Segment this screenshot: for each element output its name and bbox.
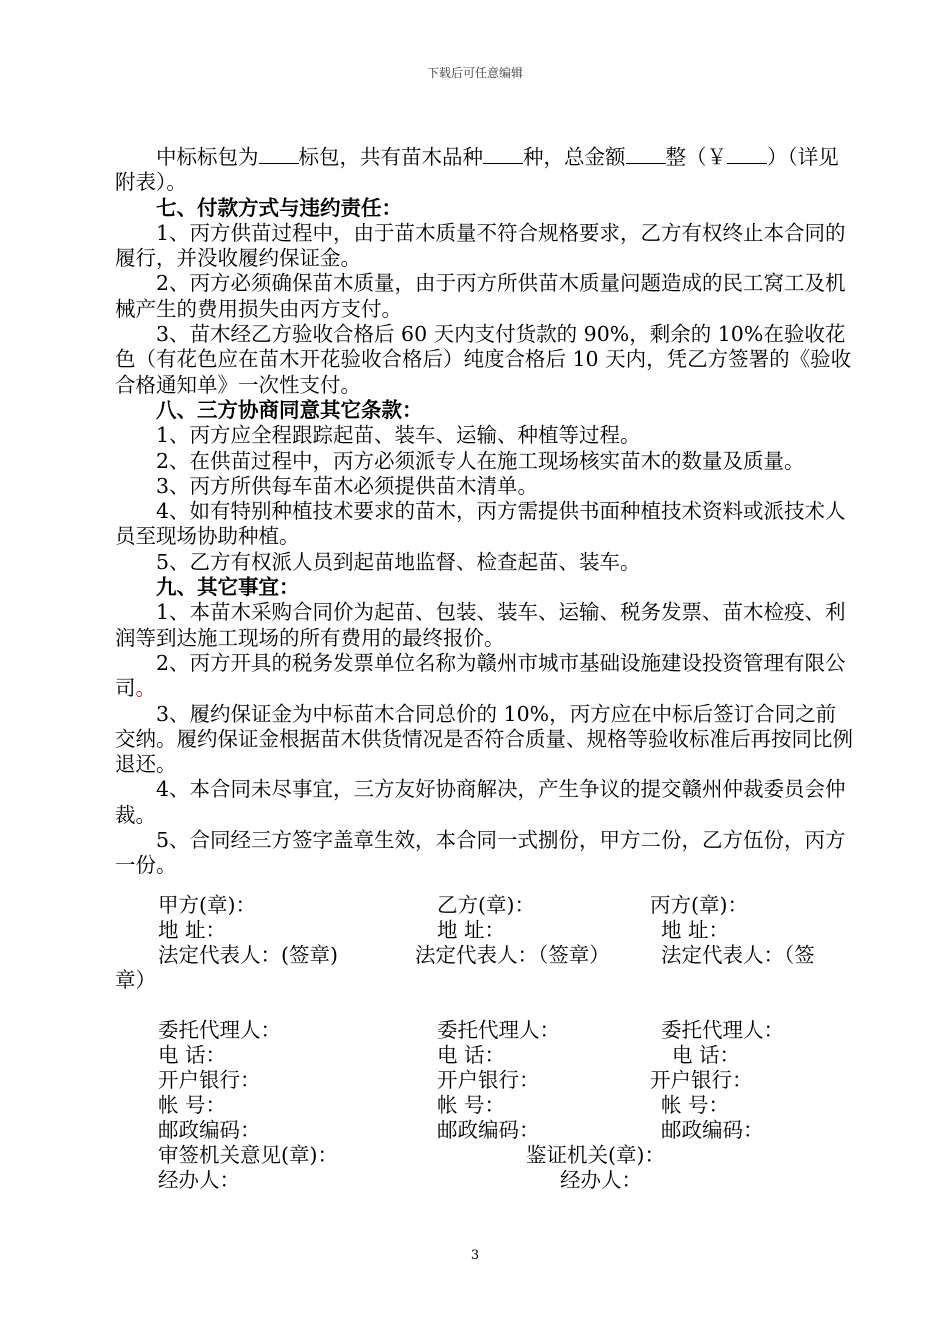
intro-text-2: 标包，共有苗木品种 bbox=[298, 145, 483, 169]
party-c-postcode: 邮政编码： bbox=[661, 1118, 764, 1142]
party-c-account: 帐 号： bbox=[661, 1093, 730, 1117]
party-c-phone: 电 话： bbox=[672, 1043, 741, 1067]
party-b-seal: 乙方(章)： bbox=[437, 893, 535, 917]
intro-text-1: 中标标包为 bbox=[156, 145, 259, 169]
blank-field[interactable] bbox=[626, 145, 666, 164]
clause-text: 2、丙方开具的税务发票单位名称为赣州市城市基础设施建设投资管理有限公司 bbox=[115, 650, 846, 701]
clause: 3、苗木经乙方验收合格后 60 天内支付货款的 90%，剩余的 10%在验收花色（有花色应在苗木开花验收合格后）纯度合格后 10 天内，凭乙方签署的《验收合格通知单》一次性支付。 bbox=[115, 322, 852, 397]
party-c-agent: 委托代理人： bbox=[661, 1018, 784, 1042]
party-a-account: 帐 号： bbox=[158, 1093, 227, 1117]
party-b-representative: 法定代表人：（签章） bbox=[415, 943, 610, 967]
party-c-representative: 法定代表人：（签 bbox=[661, 943, 815, 967]
party-a-address: 地 址： bbox=[158, 918, 227, 942]
party-a-bank: 开户银行： bbox=[158, 1068, 261, 1092]
clause: 1、丙方应全程跟踪起苗、装车、运输、种植等过程。 bbox=[156, 423, 641, 448]
review-authority: 审签机关意见(章)： bbox=[158, 1143, 338, 1167]
party-b-phone: 电 话： bbox=[437, 1043, 506, 1067]
page-number: 3 bbox=[470, 1248, 480, 1263]
review-handler: 经办人： bbox=[158, 1168, 240, 1192]
clause: 5、合同经三方签字盖章生效，本合同一式捌份，甲方二份，乙方伍份，丙方一份。 bbox=[115, 828, 846, 878]
clause: 4、如有特别种植技术要求的苗木，丙方需提供书面种植技术资料或派技术人员至现场协助种植。 bbox=[115, 499, 846, 549]
party-a-phone: 电 话： bbox=[158, 1043, 227, 1067]
clause: 1、本苗木采购合同价为起苗、包装、装车、运输、税务发票、苗木检疫、利润等到达施工现场的所有费用的最终报价。 bbox=[115, 600, 846, 650]
contract-body bbox=[115, 145, 855, 879]
bid-package-paragraph bbox=[115, 145, 855, 196]
section-heading: 九、其它事宜： bbox=[156, 575, 300, 600]
party-a-agent: 委托代理人： bbox=[158, 1018, 281, 1042]
intro-text-5: ）（详见附表）。 bbox=[115, 145, 839, 195]
red-period-mark: 。 bbox=[135, 676, 156, 701]
party-c-seal: 丙方(章)： bbox=[650, 893, 748, 917]
party-a-postcode: 邮政编码： bbox=[158, 1118, 261, 1142]
party-b-address: 地 址： bbox=[437, 918, 506, 942]
intro-text-3: 种，总金额 bbox=[523, 145, 626, 169]
verification-authority: 鉴证机关(章)： bbox=[526, 1143, 665, 1167]
party-c-bank: 开户银行： bbox=[650, 1068, 753, 1092]
clause: 1、丙方供苗过程中，由于苗木质量不符合规格要求，乙方有权终止本合同的履行，并没收履约保证金。 bbox=[115, 220, 846, 271]
clause: 5、乙方有权派人员到起苗地监督、检查起苗、装车。 bbox=[156, 549, 641, 574]
party-b-bank: 开户银行： bbox=[437, 1068, 540, 1092]
party-b-agent: 委托代理人： bbox=[437, 1018, 560, 1042]
section-heading: 七、付款方式与违约责任： bbox=[156, 195, 402, 220]
party-a-seal: 甲方(章)： bbox=[158, 893, 256, 917]
verification-handler: 经办人： bbox=[560, 1168, 642, 1192]
intro-text-4: 整（￥ bbox=[665, 145, 727, 169]
party-b-account: 帐 号： bbox=[437, 1093, 506, 1117]
clause bbox=[115, 651, 855, 702]
party-c-representative-cont: 章） bbox=[115, 968, 156, 992]
party-b-postcode: 邮政编码： bbox=[437, 1118, 540, 1142]
clause: 3、履约保证金为中标苗木合同总价的 10%，丙方应在中标后签订合同之前交纳。履约保证金根据苗木供货情况是否符合质量、规格等验收标准后再按同比例退还。 bbox=[115, 701, 853, 777]
section-heading: 八、三方协商同意其它条款： bbox=[156, 397, 423, 422]
party-c-address: 地 址： bbox=[661, 918, 730, 942]
clause: 3、丙方所供每车苗木必须提供苗木清单。 bbox=[156, 473, 539, 498]
page-header: 下载后可任意编辑 bbox=[426, 66, 523, 80]
clause: 2、丙方必须确保苗木质量，由于丙方所供苗木质量问题造成的民工窝工及机械产生的费用损失由丙方支付。 bbox=[115, 271, 846, 321]
clause: 2、在供苗过程中，丙方必须派专人在施工现场核实苗木的数量及质量。 bbox=[156, 448, 805, 473]
party-a-representative: 法定代表人：(签章) bbox=[158, 943, 338, 967]
blank-field[interactable] bbox=[259, 145, 299, 164]
blank-field[interactable] bbox=[483, 145, 523, 164]
blank-field[interactable] bbox=[727, 145, 767, 164]
clause: 4、本合同未尽事宜，三方友好协商解决，产生争议的提交赣州仲裁委员会仲裁。 bbox=[115, 777, 846, 827]
